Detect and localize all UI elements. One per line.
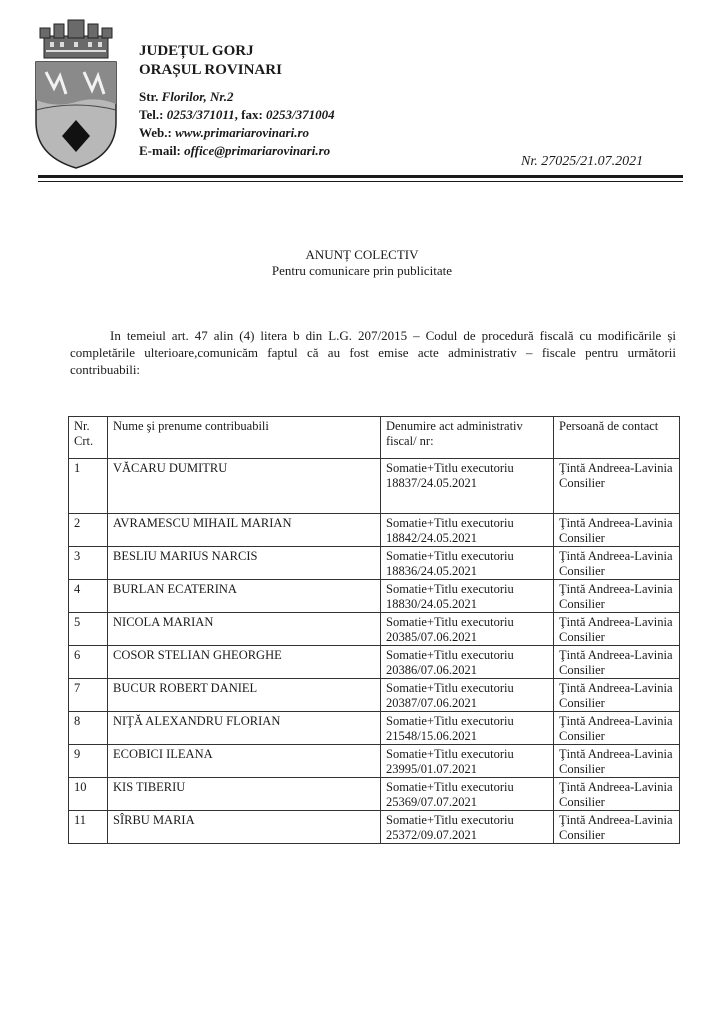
cell-nr: 8 xyxy=(69,712,108,745)
contact-role: Consilier xyxy=(559,564,605,578)
web-link[interactable]: www.primariarovinari.ro xyxy=(175,125,310,140)
contact-role: Consilier xyxy=(559,531,605,545)
cell-contact xyxy=(554,712,680,745)
table-row xyxy=(69,459,680,514)
cell-contact xyxy=(554,679,680,712)
cell-name: BUCUR ROBERT DANIEL xyxy=(108,679,381,712)
cell-name: ECOBICI ILEANA xyxy=(108,745,381,778)
cell-nr: 1 xyxy=(69,459,108,514)
contact-role: Consilier xyxy=(559,663,605,677)
cell-contact xyxy=(554,745,680,778)
fax-value: 0253/371004 xyxy=(266,107,335,122)
contact-role: Consilier xyxy=(559,729,605,743)
cell-contact xyxy=(554,580,680,613)
header-nr xyxy=(69,417,108,459)
address-value: Florilor, Nr.2 xyxy=(161,89,234,104)
cell-name: BESLIU MARIUS NARCIS xyxy=(108,547,381,580)
act-type: Somatie+Titlu executoriu xyxy=(386,780,514,794)
header-name: Nume şi prenume contribuabili xyxy=(108,417,381,459)
document-number: Nr. 27025/21.07.2021 xyxy=(521,154,644,169)
act-type: Somatie+Titlu executoriu xyxy=(386,813,514,827)
act-number: 21548/15.06.2021 xyxy=(386,729,477,743)
contact-name: Ţintă Andreea-Lavinia xyxy=(559,461,673,475)
title-line-2: Pentru comunicare prin publicitate xyxy=(271,263,453,278)
act-number: 25369/07.07.2021 xyxy=(386,795,477,809)
cell-nr: 6 xyxy=(69,646,108,679)
email-link[interactable]: office@primariarovinari.ro xyxy=(184,143,331,158)
cell-contact xyxy=(554,547,680,580)
contact-role: Consilier xyxy=(559,762,605,776)
cell-contact xyxy=(554,514,680,547)
cell-act xyxy=(381,811,554,844)
contact-name: Ţintă Andreea-Lavinia xyxy=(559,747,673,761)
act-type: Somatie+Titlu executoriu xyxy=(386,549,514,563)
taxpayers-table xyxy=(68,416,680,844)
act-type: Somatie+Titlu executoriu xyxy=(386,681,514,695)
address-line xyxy=(139,88,335,106)
intro-paragraph: In temeiul art. 47 alin (4) litera b din L.G. 207/2015 – Codul de procedură fiscală cu modificările și completările ulterioare,comunicăm faptul că au fost emise acte administrativ – fiscale pentru următorii contribuabili: xyxy=(70,328,676,377)
cell-name: BURLAN ECATERINA xyxy=(108,580,381,613)
cell-nr: 10 xyxy=(69,778,108,811)
act-type: Somatie+Titlu executoriu xyxy=(386,461,514,475)
cell-act xyxy=(381,613,554,646)
cell-act xyxy=(381,646,554,679)
cell-contact xyxy=(554,613,680,646)
cell-name: COSOR STELIAN GHEORGHE xyxy=(108,646,381,679)
cell-act xyxy=(381,679,554,712)
cell-nr: 7 xyxy=(69,679,108,712)
act-number: 18836/24.05.2021 xyxy=(386,564,477,578)
act-type: Somatie+Titlu executoriu xyxy=(386,615,514,629)
cell-act xyxy=(381,514,554,547)
tel-value: 0253/371011 xyxy=(166,107,235,122)
act-number: 20387/07.06.2021 xyxy=(386,696,477,710)
phone-line xyxy=(139,106,335,124)
cell-nr: 2 xyxy=(69,514,108,547)
contact-role: Consilier xyxy=(559,597,605,611)
cell-act xyxy=(381,459,554,514)
act-type: Somatie+Titlu executoriu xyxy=(386,648,514,662)
table-row xyxy=(69,811,680,844)
table-row xyxy=(69,580,680,613)
contact-role: Consilier xyxy=(559,630,605,644)
table-row xyxy=(69,514,680,547)
cell-act xyxy=(381,745,554,778)
cell-nr: 4 xyxy=(69,580,108,613)
act-type: Somatie+Titlu executoriu xyxy=(386,714,514,728)
contact-name: Ţintă Andreea-Lavinia xyxy=(559,615,673,629)
act-number: 20386/07.06.2021 xyxy=(386,663,477,677)
cell-name: NICOLA MARIAN xyxy=(108,613,381,646)
header-act: Denumire act administrativ fiscal/ nr: xyxy=(381,417,554,459)
cell-name: KIS TIBERIU xyxy=(108,778,381,811)
contact-role: Consilier xyxy=(559,828,605,842)
header-nr-line-2: Crt. xyxy=(74,434,94,448)
cell-nr: 5 xyxy=(69,613,108,646)
header-divider-thick xyxy=(38,175,683,178)
fax-label: , fax: xyxy=(234,107,263,122)
contact-name: Ţintă Andreea-Lavinia xyxy=(559,813,673,827)
header-contact: Persoană de contact xyxy=(554,417,680,459)
email-line xyxy=(139,142,335,160)
act-number: 20385/07.06.2021 xyxy=(386,630,477,644)
letterhead xyxy=(139,42,335,160)
cell-contact xyxy=(554,646,680,679)
web-line xyxy=(139,124,335,142)
table-header-row xyxy=(69,417,680,459)
tel-label: Tel.: xyxy=(139,107,164,122)
county-name: JUDEȚUL GORJ xyxy=(139,43,254,59)
act-number: 18842/24.05.2021 xyxy=(386,531,477,545)
cell-contact xyxy=(554,811,680,844)
cell-nr: 3 xyxy=(69,547,108,580)
cell-name: SÎRBU MARIA xyxy=(108,811,381,844)
contact-name: Ţintă Andreea-Lavinia xyxy=(559,780,673,794)
act-number: 18830/24.05.2021 xyxy=(386,597,477,611)
contact-role: Consilier xyxy=(559,696,605,710)
contact-role: Consilier xyxy=(559,795,605,809)
table-row xyxy=(69,679,680,712)
table-row xyxy=(69,745,680,778)
table-row xyxy=(69,613,680,646)
act-type: Somatie+Titlu executoriu xyxy=(386,747,514,761)
contact-name: Ţintă Andreea-Lavinia xyxy=(559,582,673,596)
contact-role: Consilier xyxy=(559,476,605,490)
header-divider-thin xyxy=(38,181,683,182)
cell-contact xyxy=(554,459,680,514)
town-name: ORAȘUL ROVINARI xyxy=(139,62,282,78)
cell-act xyxy=(381,547,554,580)
contact-name: Ţintă Andreea-Lavinia xyxy=(559,549,673,563)
table-row xyxy=(69,778,680,811)
web-label: Web.: xyxy=(139,125,172,140)
address-label: Str. xyxy=(139,89,159,104)
cell-act xyxy=(381,712,554,745)
cell-name: AVRAMESCU MIHAIL MARIAN xyxy=(108,514,381,547)
act-number: 25372/09.07.2021 xyxy=(386,828,477,842)
header-nr-line-1: Nr. xyxy=(74,419,90,433)
email-label: E-mail: xyxy=(139,143,181,158)
cell-name: VĂCARU DUMITRU xyxy=(108,459,381,514)
announcement-title xyxy=(0,247,724,279)
cell-name: NIŢĂ ALEXANDRU FLORIAN xyxy=(108,712,381,745)
act-number: 23995/01.07.2021 xyxy=(386,762,477,776)
table-row xyxy=(69,712,680,745)
act-type: Somatie+Titlu executoriu xyxy=(386,516,514,530)
cell-nr: 11 xyxy=(69,811,108,844)
cell-act xyxy=(381,778,554,811)
cell-nr: 9 xyxy=(69,745,108,778)
contact-name: Ţintă Andreea-Lavinia xyxy=(559,516,673,530)
table-row xyxy=(69,547,680,580)
contact-name: Ţintă Andreea-Lavinia xyxy=(559,681,673,695)
act-number: 18837/24.05.2021 xyxy=(386,476,477,490)
cell-contact xyxy=(554,778,680,811)
table-row xyxy=(69,646,680,679)
contact-name: Ţintă Andreea-Lavinia xyxy=(559,714,673,728)
act-type: Somatie+Titlu executoriu xyxy=(386,582,514,596)
cell-act xyxy=(381,580,554,613)
coat-of-arms-icon xyxy=(30,14,122,172)
title-line-1: ANUNȚ COLECTIV xyxy=(305,247,419,262)
contact-name: Ţintă Andreea-Lavinia xyxy=(559,648,673,662)
